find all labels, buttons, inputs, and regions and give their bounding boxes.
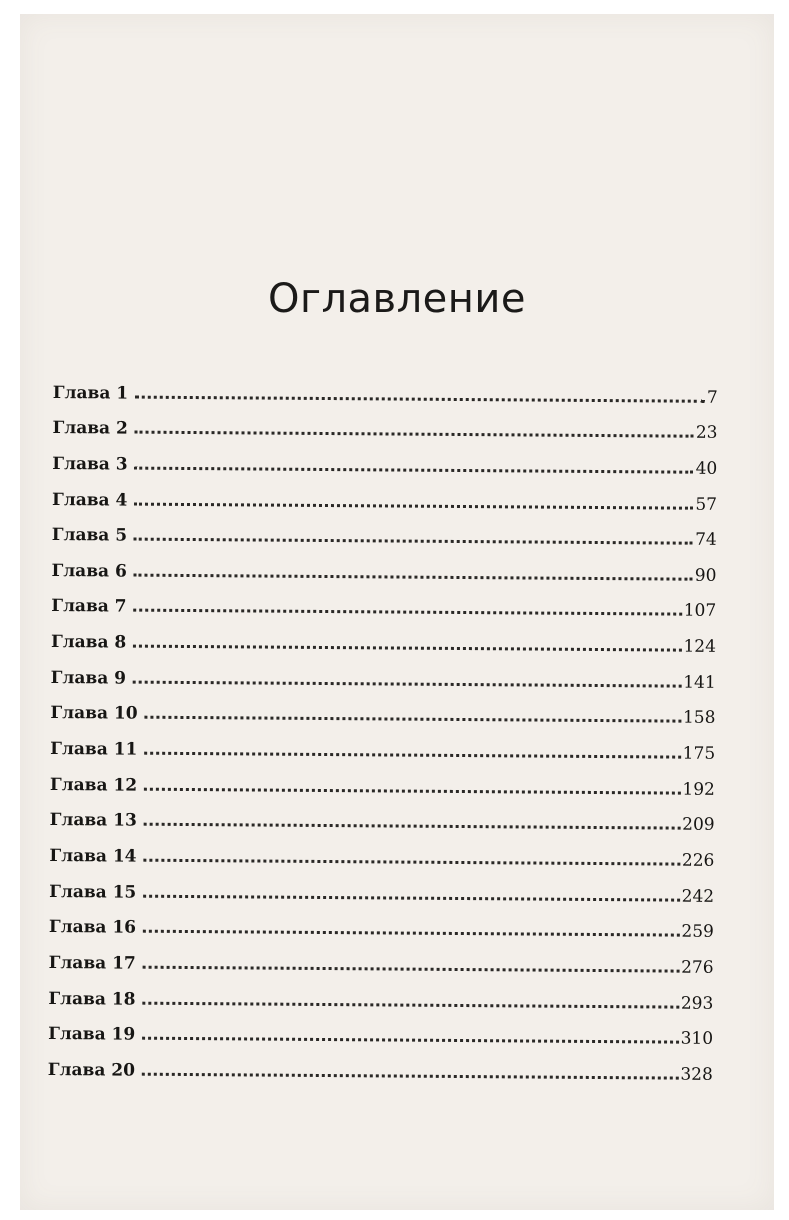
- toc-chapter-label: Глава 17: [48, 952, 136, 974]
- toc-page-number: 175: [682, 743, 716, 764]
- toc-entry: [52, 509, 717, 550]
- toc-page-number: 141: [683, 672, 716, 693]
- toc-dot-leader: [143, 930, 679, 937]
- toc-page-number: 23: [695, 422, 718, 444]
- toc-entry: [48, 1008, 713, 1049]
- toc-dot-leader: [143, 894, 679, 901]
- toc-dot-leader: [144, 752, 680, 759]
- toc-entry: [51, 580, 716, 621]
- toc-chapter-label: Глава 8: [50, 632, 127, 653]
- toc-dot-leader: [144, 787, 680, 794]
- toc-page-number: 293: [680, 993, 714, 1014]
- toc-dot-leader: [133, 645, 681, 652]
- toc-page-number: 57: [695, 494, 718, 515]
- toc-dot-leader: [134, 538, 693, 545]
- toc-entry: [51, 615, 716, 656]
- toc-chapter-label: Глава 13: [49, 810, 137, 831]
- toc-dot-leader: [135, 395, 705, 402]
- toc-page-number: 40: [695, 458, 718, 479]
- toc-dot-leader: [134, 609, 682, 616]
- toc-dot-leader: [135, 467, 694, 474]
- toc-page-number: 90: [694, 565, 717, 586]
- toc-chapter-label: Глава 4: [51, 489, 128, 511]
- toc-chapter-label: Глава 9: [50, 667, 127, 689]
- toc-chapter-label: Глава 19: [48, 1024, 136, 1045]
- toc-chapter-label: Глава 18: [48, 988, 136, 1010]
- toc-page-number: 74: [695, 529, 717, 551]
- toc-dot-leader: [142, 1037, 678, 1044]
- toc-page-number: 7: [706, 387, 718, 408]
- toc-chapter-label: Глава 5: [51, 525, 128, 546]
- toc-page-number: 276: [681, 957, 714, 978]
- toc-entry: [49, 936, 714, 977]
- toc-entry: [51, 651, 716, 692]
- toc-page-number: 310: [680, 1028, 714, 1050]
- toc-page-number: 226: [681, 850, 715, 871]
- toc-chapter-label: Глава 11: [50, 739, 138, 760]
- toc-chapter-label: Глава 10: [50, 703, 138, 725]
- toc-dot-leader: [134, 502, 693, 509]
- toc-dot-leader: [145, 716, 681, 723]
- toc-entry: [53, 366, 718, 407]
- toc-entry: [49, 901, 714, 942]
- toc-chapter-label: Глава 1: [52, 382, 129, 404]
- toc-dot-leader: [144, 859, 680, 866]
- toc-entry: [51, 544, 716, 585]
- toc-chapter-label: Глава 15: [49, 881, 137, 903]
- toc-page-number: 209: [682, 814, 715, 836]
- toc-entry: [50, 687, 715, 728]
- toc-dot-leader: [144, 823, 680, 830]
- toc-page-number: 242: [681, 886, 715, 907]
- toc-chapter-label: Глава 3: [52, 453, 128, 475]
- toc-chapter-label: Глава 2: [52, 418, 128, 439]
- toc-chapter-label: Глава 12: [49, 774, 138, 796]
- toc-page-number: 328: [680, 1064, 713, 1085]
- toc-page-number: 158: [682, 708, 716, 729]
- toc-chapter-label: Глава 14: [49, 845, 137, 867]
- toc-dot-leader: [133, 680, 681, 687]
- toc-entry: [50, 794, 715, 835]
- toc-entry: [48, 972, 713, 1013]
- toc-page-number: 259: [681, 921, 714, 943]
- toc-chapter-label: Глава 6: [51, 560, 127, 582]
- toc-entry: [48, 1043, 713, 1084]
- toc-entry: [52, 473, 717, 514]
- toc-dot-leader: [143, 966, 679, 973]
- book-page: [20, 14, 774, 1210]
- toc-entry: [50, 722, 715, 763]
- toc-chapter-label: Глава 16: [48, 917, 137, 938]
- toc-dot-leader: [134, 573, 693, 580]
- toc-page-number: 107: [683, 601, 717, 622]
- toc-entry: [49, 865, 714, 906]
- toc-dot-leader: [142, 1001, 678, 1008]
- toc-entry: [52, 437, 717, 478]
- toc-page-number: 192: [682, 779, 715, 800]
- page-title: Оглавление: [267, 276, 527, 322]
- toc-page-number: 124: [683, 636, 717, 657]
- toc-entry: [52, 402, 717, 443]
- toc-entry: [49, 829, 714, 870]
- toc-dot-leader: [142, 1072, 678, 1079]
- toc-dot-leader: [135, 431, 694, 438]
- toc-entry: [50, 758, 715, 799]
- table-of-contents: [48, 366, 718, 1091]
- toc-chapter-label: Глава 7: [51, 596, 127, 618]
- toc-chapter-label: Глава 20: [47, 1059, 136, 1081]
